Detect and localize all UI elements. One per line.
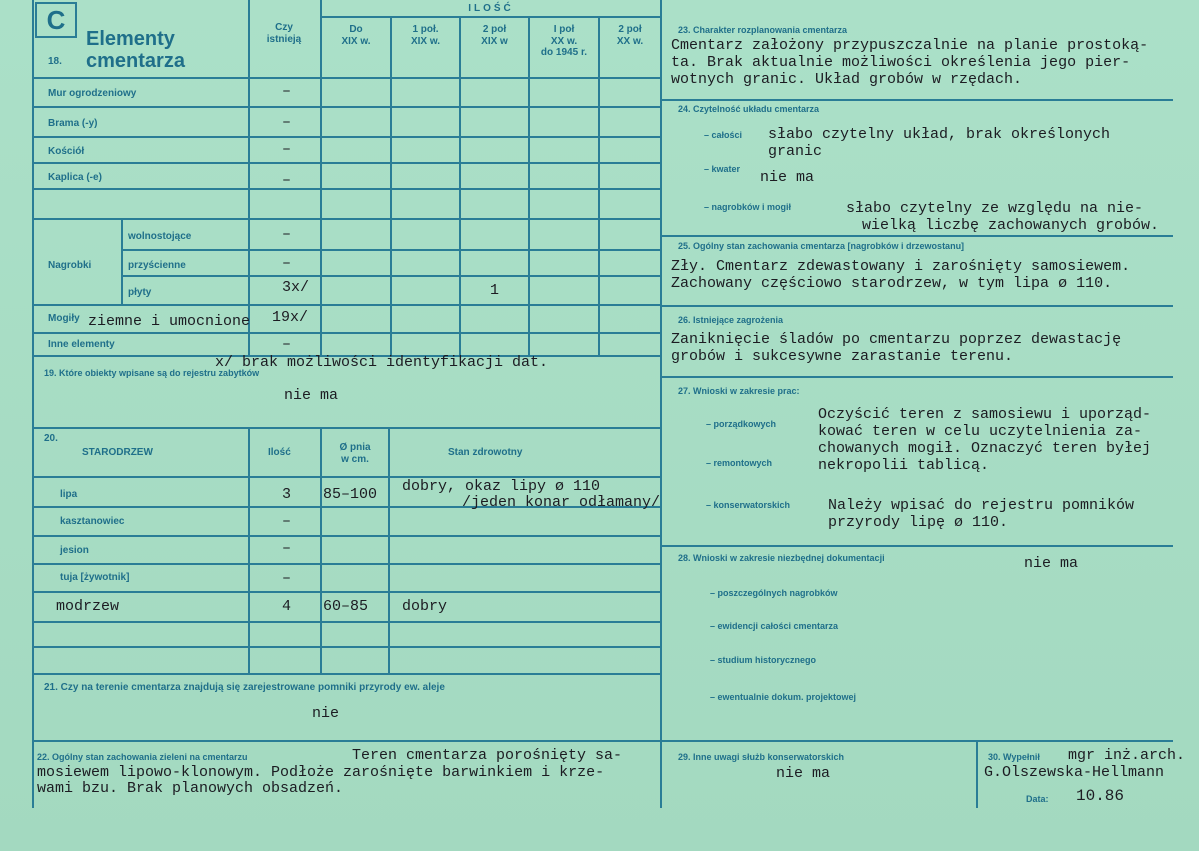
s24-kwater-label: – kwater: [704, 164, 741, 174]
row-line: [32, 740, 661, 742]
row-line: [32, 673, 661, 675]
section-number: 18.: [48, 56, 62, 67]
s22-label: 22. Ogólny stan zachowania zieleni na cmentarzu: [37, 752, 248, 762]
s20-num: 20.: [44, 433, 58, 444]
s28-item: – poszczególnych nagrobków: [710, 588, 838, 598]
row-line: [121, 249, 661, 251]
row-line: [32, 77, 661, 79]
s27-text-2: kować teren w celu uczytelnienia za-: [818, 423, 1143, 440]
row-label: przyścienne: [128, 260, 186, 271]
row-label: Mur ogrodzeniowy: [48, 88, 137, 99]
row-exists: –: [282, 336, 292, 353]
row-line: [662, 235, 1173, 237]
s20-col-diam: Ø pnia w cm.: [339, 442, 371, 465]
tree-qty: –: [282, 540, 292, 557]
s19-value: nie ma: [284, 387, 339, 404]
tree-name: lipa: [60, 489, 78, 500]
tree-name: jesion: [60, 545, 89, 556]
tree-diam: 85–100: [323, 486, 378, 503]
row-line: [32, 218, 661, 220]
s23-text-2: ta. Brak aktualnie możliwości określenia jego pier-: [671, 54, 1131, 71]
s27-kons-2: przyrody lipę ø 110.: [828, 514, 1009, 531]
s24-nagrobkow-2: wielką liczbę zachowanych grobów.: [862, 217, 1160, 234]
row-line: [320, 16, 661, 18]
s24-nagrobkow-label: – nagrobków i mogił: [704, 202, 792, 212]
tree-qty: –: [282, 513, 292, 530]
col-header-1pol-xix: 1 poł. XIX w.: [410, 24, 441, 47]
row-label: Brama (-y): [48, 118, 98, 129]
row-exists: –: [282, 141, 292, 158]
row-line: [32, 332, 661, 334]
s24-calosci-2: granic: [768, 143, 823, 160]
row-line: [32, 591, 661, 593]
s25-label: 25. Ogólny stan zachowania cmentarza [nagrobków i drzewostanu]: [678, 241, 965, 251]
s20-col-name: STARODRZEW: [82, 447, 153, 458]
col-header-2pol-xix: 2 poł XIX w: [481, 24, 508, 47]
row-line: [121, 275, 661, 277]
col-line: [976, 740, 978, 808]
row-line: [32, 621, 661, 623]
footnote: x/ brak możliwości identyfikacji dat.: [215, 354, 549, 371]
mogily-exists: 19x/: [272, 309, 309, 326]
s30-name-1: mgr inż.arch.: [1068, 747, 1186, 764]
row-exists: 3x/: [282, 279, 310, 296]
row-qty-2pol-xix: 1: [490, 282, 500, 299]
s22-text-2: mosiewem lipowo-klonowym. Podłoże zarośnięte barwinkiem i krze-: [37, 764, 605, 781]
col-line: [121, 218, 123, 304]
row-line: [662, 376, 1173, 378]
row-exists: –: [282, 172, 292, 189]
s27-text-1: Oczyścić teren z samosiewu i uporząd-: [818, 406, 1152, 423]
elements-title-2: cmentarza: [86, 50, 185, 72]
col-line: [248, 427, 250, 673]
row-line: [662, 99, 1173, 101]
s27-label: 27. Wnioski w zakresie prac:: [678, 386, 800, 396]
col-line: [388, 427, 390, 673]
left-border: [32, 0, 34, 808]
s24-kwater: nie ma: [760, 169, 815, 186]
row-line: [32, 535, 661, 537]
card-letter-badge: C: [35, 2, 77, 38]
s28-item: – ewidencji całości cmentarza: [710, 621, 839, 631]
s25-text-2: Zachowany częściowo starodrzew, w tym lipa ø 110.: [671, 275, 1113, 292]
col-line: [248, 0, 250, 355]
row-line: [32, 304, 661, 306]
s27-kons-1: Należy wpisać do rejestru pomników: [828, 497, 1135, 514]
center-divider: [660, 0, 662, 808]
tree-diam: 60–85: [323, 598, 369, 615]
row-line: [662, 305, 1173, 307]
col-header-exists: Czy istnieją: [266, 22, 302, 45]
mogily-label: Mogiły: [48, 313, 80, 324]
s21-value: nie: [312, 705, 340, 722]
row-line: [32, 162, 661, 164]
s24-label: 24. Czytelność układu cmentarza: [678, 104, 820, 114]
s26-text-2: grobów i sukcesywne zarastanie terenu.: [671, 348, 1014, 365]
tree-health: dobry, okaz lipy ø 110: [402, 478, 601, 495]
s29-label: 29. Inne uwagi służb konserwatorskich: [678, 752, 845, 762]
s30-name-2: G.Olszewska-Hellmann: [984, 764, 1165, 781]
mogily-text: ziemne i umocnione: [88, 313, 251, 330]
s28-label: 28. Wnioski w zakresie niezbędnej dokumentacji: [678, 553, 885, 563]
s24-calosci-label: – całości: [704, 130, 743, 140]
row-line: [32, 106, 661, 108]
s27-konserwatorskich: – konserwatorskich: [706, 500, 791, 510]
s30-label: 30. Wypełnił: [988, 752, 1040, 762]
row-line: [32, 188, 661, 190]
s28-item: – ewentualnie dokum. projektowej: [710, 692, 857, 702]
row-label: Inne elementy: [48, 339, 115, 350]
s23-text-1: Cmentarz założony przypuszczalnie na planie prostoką-: [671, 37, 1149, 54]
col-header-1pol-xx: I poł XX w. do 1945 r.: [540, 24, 588, 58]
tree-qty: 3: [282, 486, 292, 503]
s20-col-health: Stan zdrowotny: [448, 447, 523, 458]
row-label: wolnostojące: [128, 231, 192, 242]
s27-text-3: chowanych mogił. Oznaczyć teren byłej: [818, 440, 1152, 457]
s22-text-3: wami bzu. Brak planowych obsadzeń.: [37, 780, 344, 797]
col-line: [320, 0, 322, 355]
s24-nagrobkow-1: słabo czytelny ze względu na nie-: [846, 200, 1144, 217]
s29-value: nie ma: [776, 765, 831, 782]
s23-label: 23. Charakter rozplanowania cmentarza: [678, 25, 848, 35]
row-line: [662, 740, 1173, 742]
s30-date: 10.86: [1076, 787, 1125, 805]
tree-name: tuja [żywotnik]: [60, 572, 130, 583]
row-exists: –: [282, 226, 292, 243]
row-exists: –: [282, 114, 292, 131]
row-line: [32, 563, 661, 565]
tree-name-written: modrzew: [56, 598, 120, 615]
tree-health-2: /jeden konar odłamany/: [462, 494, 661, 511]
row-exists: –: [282, 255, 292, 272]
s24-calosci-1: słabo czytelny układ, brak określonych: [768, 126, 1111, 143]
s27-remontowych: – remontowych: [706, 458, 773, 468]
s28-value: nie ma: [1024, 555, 1079, 572]
s26-label: 26. Istniejące zagrożenia: [678, 315, 784, 325]
nagrobki-label: Nagrobki: [48, 260, 92, 271]
tree-qty: –: [282, 570, 292, 587]
row-line: [32, 427, 661, 429]
s26-text-1: Zaniknięcie śladów po cmentarzu poprzez dewastację: [671, 331, 1122, 348]
s30-date-label: Data:: [1026, 794, 1049, 804]
row-exists: –: [282, 83, 292, 100]
s28-item: – studium historycznego: [710, 655, 817, 665]
row-line: [32, 136, 661, 138]
col-header-do-xix: Do XIX w.: [341, 24, 371, 47]
col-header-quantity: ILOŚĆ: [468, 3, 514, 14]
elements-title: Elementy: [86, 28, 175, 50]
s27-porzadkowych: – porządkowych: [706, 419, 777, 429]
s25-text-1: Zły. Cmentarz zdewastowany i zarośnięty samosiewem.: [671, 258, 1131, 275]
row-label: płyty: [128, 287, 152, 298]
s19-label: 19. Które obiekty wpisane są do rejestru zabytków: [44, 368, 260, 378]
s23-text-3: wotnych granic. Układ grobów w rzędach.: [671, 71, 1023, 88]
tree-qty: 4: [282, 598, 292, 615]
s21-label: 21. Czy na terenie cmentarza znajdują się zarejestrowane pomniki przyrody ew. aleje: [44, 682, 445, 693]
tree-health: dobry: [402, 598, 448, 615]
row-line: [32, 646, 661, 648]
row-label: Kościół: [48, 146, 85, 157]
s22-text-1: Teren cmentarza porośnięty sa-: [352, 747, 623, 764]
row-label: Kaplica (-e): [48, 172, 102, 183]
row-line: [662, 545, 1173, 547]
tree-name: kasztanowiec: [60, 516, 125, 527]
s20-col-qty: Ilość: [268, 447, 291, 458]
col-header-2pol-xx: 2 poł XX w.: [616, 24, 644, 47]
s27-text-4: nekropolii tablicą.: [818, 457, 990, 474]
